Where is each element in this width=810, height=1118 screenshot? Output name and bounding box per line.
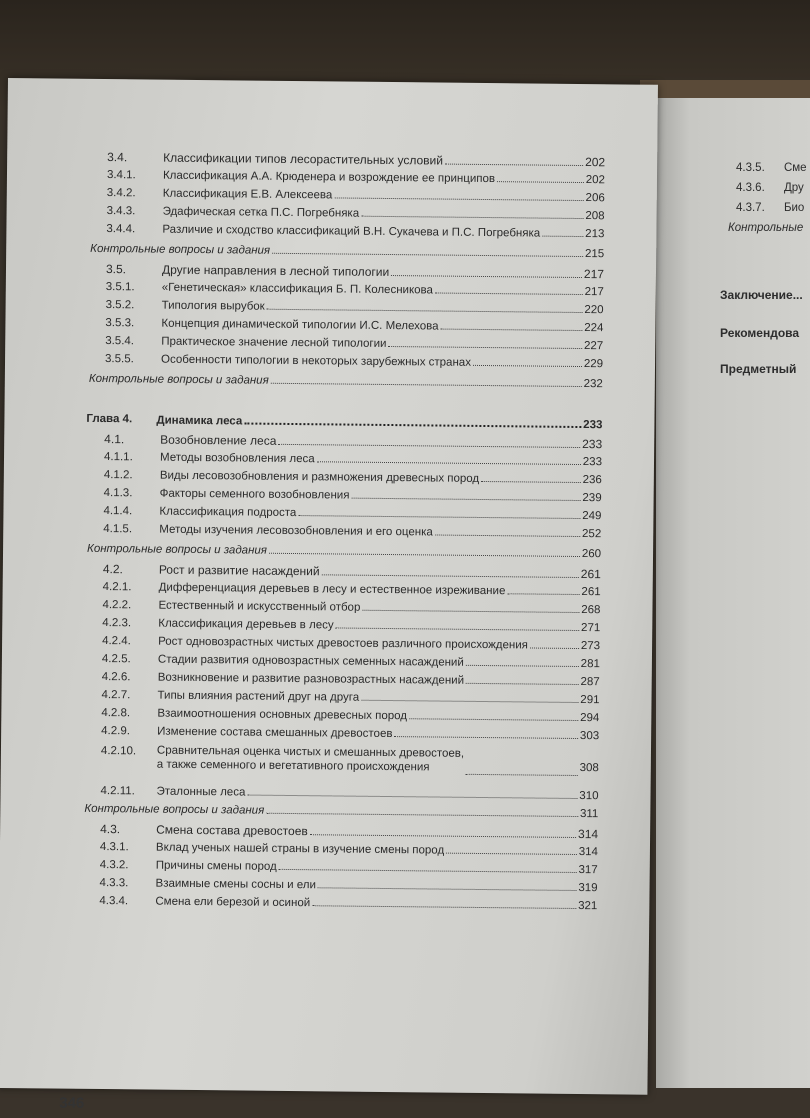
- toc-entry-number: 4.3.1.: [99, 841, 129, 854]
- toc-entry-title: Классификация А.А. Крюденера и возрождение ее принципов: [162, 169, 496, 186]
- toc-page-number: 308: [579, 762, 599, 775]
- toc-entry-title: Классификация Е.В. Алексеева: [162, 187, 333, 202]
- toc-page-number: 208: [585, 210, 605, 223]
- toc-entry-number: 4.2.7.: [101, 689, 131, 702]
- toc-questions-row: [3, 540, 653, 563]
- toc-entry-title: Взаимные смены сосны и ели: [155, 877, 316, 892]
- toc-questions-row: [5, 370, 655, 393]
- right-entry-questions: Контрольные: [728, 222, 804, 234]
- toc-entry-number: 4.3.2.: [99, 859, 129, 872]
- toc-entry-number: 4.2.4.: [102, 635, 131, 648]
- toc-entry-title: Возникновение и развитие разновозрастных насаждений: [157, 671, 465, 687]
- toc-page-number: 249: [582, 510, 602, 523]
- toc-page-number: 261: [581, 586, 601, 599]
- toc-entry-number: 3.5.5.: [104, 353, 134, 366]
- toc-entry-title: [157, 744, 464, 775]
- toc-entry-title: Концепция динамической типологии И.С. Мелехова: [161, 317, 439, 333]
- toc-leader-dots: [507, 583, 579, 595]
- toc-entry-number: 4.3.3.: [99, 877, 129, 890]
- toc-entry-title: Динамика леса: [156, 414, 243, 428]
- toc-entry-title: Различие и сходство классификаций В.Н. Сукачева и П.С. Погребняка: [162, 223, 541, 240]
- toc-entry-number: 3.4.3.: [106, 205, 136, 218]
- toc-leader-dots: [278, 434, 580, 448]
- toc-entry-number: 4.1.: [104, 432, 125, 447]
- right-entry: 4.3.5. Сме: [736, 162, 807, 174]
- toc-entry-title-line2: а также семенного и вегетативного происхождения: [156, 758, 430, 774]
- toc-page-number: 227: [583, 340, 604, 353]
- toc-entry-number: 4.2.8.: [101, 707, 131, 720]
- toc-entry-title: Факторы семенного возобновления: [159, 487, 350, 502]
- toc-page-number: 229: [583, 358, 604, 371]
- toc-entry-title: Типы влияния растений друг на друга: [157, 689, 360, 704]
- toc-entry-title: Рост и развитие насаждений: [158, 562, 320, 579]
- toc-leader-dots: [446, 843, 577, 855]
- toc-entry-title: Типология вырубок: [161, 299, 265, 313]
- toc-page-number: 317: [578, 864, 598, 877]
- toc-page-number: 202: [585, 155, 606, 170]
- toc-chapter-row: [4, 410, 654, 433]
- toc-page-number: 233: [582, 437, 603, 452]
- toc-leader-dots: [247, 785, 577, 799]
- toc-page-number: 273: [580, 640, 601, 653]
- toc-entry-number: 3.5.3.: [105, 317, 135, 330]
- toc-page-number: 281: [580, 658, 600, 671]
- toc-leader-dots: [497, 171, 584, 183]
- toc-leader-dots: [473, 355, 582, 367]
- toc-leader-dots: [310, 824, 576, 838]
- toc-entry-number: 4.2.3.: [102, 617, 132, 630]
- toc-entry-title: Смена ели березой и осиной: [155, 895, 311, 910]
- toc-entry-number: 4.1.3.: [103, 487, 133, 500]
- toc-leader-dots: [244, 412, 581, 428]
- toc-page-number: 321: [578, 900, 598, 913]
- toc-page-number: 314: [578, 827, 599, 842]
- toc-entry-title: Другие направления в лесной типологии: [161, 262, 390, 280]
- toc-page-number: 213: [585, 228, 605, 241]
- toc-entry-title: Методы изучения лесовозобновления и его оценка: [159, 523, 433, 539]
- toc-page-number: 202: [585, 174, 606, 187]
- toc-page-number: 291: [580, 694, 600, 707]
- right-entry: 4.3.6. Дру: [736, 182, 804, 194]
- toc-entry-number: 3.5.2.: [105, 299, 135, 312]
- toc-entry-row: [1, 742, 651, 779]
- toc-page-number: 261: [580, 567, 601, 582]
- toc-page-number: 232: [583, 378, 603, 391]
- toc-leader-dots: [391, 265, 582, 278]
- toc-page-number: 311: [579, 808, 599, 821]
- toc-entry-number: 4.1.5.: [103, 523, 133, 536]
- toc-entry-title: Стадии развития одновозрастных семенных насаждений: [157, 653, 464, 669]
- right-entry: 4.3.7. Био: [736, 202, 805, 214]
- toc-leader-dots: [334, 187, 583, 201]
- toc-leader-dots: [466, 764, 578, 776]
- toc-entry-number: 3.5.4.: [105, 335, 135, 348]
- toc-entry-title: Эдафическая сетка П.С. Погребняка: [162, 205, 360, 220]
- toc-entry-title-line1: Сравнительная оценка чистых и смешанных древостоев,: [156, 744, 465, 760]
- left-page: [0, 78, 658, 1112]
- toc-entry-number: 3.5.1.: [105, 281, 135, 294]
- toc-entry-number: 4.1.2.: [103, 469, 133, 482]
- toc-leader-dots: [409, 708, 578, 721]
- toc-entry-number: 4.1.4.: [103, 505, 133, 518]
- toc-entry-number: 4.2.9.: [101, 725, 131, 738]
- toc-leader-dots: [481, 471, 581, 483]
- toc-page-number: 268: [581, 604, 601, 617]
- toc-page-number: 303: [579, 730, 600, 743]
- toc-entry-title: Практическое значение лесной типологии: [161, 335, 387, 350]
- toc-leader-dots: [271, 373, 582, 387]
- toc-entry-title: «Генетическая» классификация Б. П. Колесникова: [161, 281, 434, 297]
- toc-page-number: 206: [585, 192, 605, 205]
- toc-entry-number: Глава 4.: [86, 412, 133, 426]
- toc-page-number: 294: [580, 712, 600, 725]
- toc-page-number: 217: [584, 286, 604, 299]
- toc-entry-title: Дифференциация деревьев в лесу и естественное изреживание: [158, 581, 506, 598]
- toc-leader-dots: [542, 226, 583, 237]
- toc-questions-row: [6, 240, 656, 263]
- toc-list: [0, 78, 658, 1095]
- toc-entry-title: Виды лесовозобновления и размножения древесных пород: [159, 469, 480, 485]
- toc-entry-title: Особенности типологии в некоторых зарубежных странах: [160, 353, 472, 369]
- toc-leader-dots: [445, 154, 583, 166]
- toc-entry-title: Контрольные вопросы и задания: [84, 802, 265, 817]
- right-entry-index: Предметный: [720, 362, 797, 376]
- toc-entry-number: 4.2.: [102, 562, 123, 577]
- toc-leader-dots: [267, 299, 583, 313]
- toc-leader-dots: [530, 637, 579, 649]
- toc-entry-number: 4.1.1.: [103, 451, 133, 464]
- toc-entry-title: Взаимоотношения основных древесных пород: [157, 707, 408, 723]
- toc-leader-dots: [272, 243, 583, 257]
- toc-entry-number: 3.4.4.: [106, 223, 136, 236]
- toc-entry-number: 3.5.: [105, 262, 127, 277]
- toc-leader-dots: [279, 859, 577, 873]
- toc-leader-dots: [466, 673, 579, 685]
- toc-entry-title: Методы возобновления леса: [159, 451, 315, 466]
- toc-entry-number: 4.2.2.: [102, 599, 132, 612]
- toc-page-number: 224: [584, 322, 604, 335]
- toc-leader-dots: [362, 600, 579, 613]
- toc-entry-title: Причины смены пород: [155, 859, 277, 873]
- right-entry-conclusion: Заключение...: [720, 288, 803, 302]
- toc-page-number: 215: [584, 248, 605, 261]
- right-page: [656, 98, 810, 1088]
- toc-entry-title: Изменение состава смешанных древостоев: [157, 725, 393, 741]
- toc-entry-title: Классификация деревьев в лесу: [158, 617, 334, 632]
- toc-leader-dots: [318, 877, 577, 891]
- toc-entry-title: Контрольные вопросы и задания: [88, 372, 269, 387]
- toc-leader-dots: [266, 803, 578, 817]
- toc-entry-number: 4.3.4.: [99, 895, 129, 908]
- toc-entry-title: Вклад ученых нашей страны в изучение смены пород: [155, 841, 445, 857]
- toc-leader-dots: [466, 655, 579, 667]
- toc-page-number: 271: [581, 622, 601, 635]
- toc-leader-dots: [394, 726, 578, 739]
- toc-entry-title: Естественный и искусственный отбор: [158, 599, 361, 614]
- page-number: 346: [59, 1094, 85, 1112]
- toc-entry-number: 3.4.2.: [106, 187, 136, 200]
- toc-page-number: 239: [582, 492, 602, 505]
- toc-leader-dots: [317, 451, 581, 465]
- toc-entry-title: Классификации типов лесорастительных условий: [163, 150, 444, 168]
- toc-leader-dots: [388, 336, 582, 349]
- toc-leader-dots: [269, 543, 580, 557]
- toc-entry-title: Рост одновозрастных чистых древостоев различного происхождения: [158, 635, 529, 652]
- right-entry-recommended: Рекомендова: [720, 326, 800, 340]
- toc-entry-number: 4.2.5.: [101, 653, 131, 666]
- toc-leader-dots: [361, 690, 578, 703]
- toc-leader-dots: [351, 488, 580, 501]
- toc-entry-title: Классификация подроста: [159, 505, 297, 520]
- toc-entry-title: Контрольные вопросы и задания: [87, 542, 268, 557]
- toc-page-number: 220: [584, 304, 604, 317]
- toc-entry-title: Контрольные вопросы и задания: [90, 242, 271, 257]
- toc-entry-number: 4.2.6.: [101, 671, 131, 684]
- toc-leader-dots: [322, 564, 579, 578]
- toc-entry-number: 4.2.10.: [100, 745, 137, 758]
- toc-page-number: 233: [582, 456, 603, 469]
- toc-leader-dots: [441, 319, 583, 331]
- toc-leader-dots: [361, 206, 583, 219]
- toc-entry-number: 4.2.1.: [102, 581, 132, 594]
- toc-entry-title: Смена состава древостоев: [156, 822, 308, 839]
- toc-page-number: 314: [578, 846, 598, 859]
- toc-leader-dots: [336, 617, 580, 631]
- toc-entry-number: 3.4.1.: [106, 169, 136, 182]
- toc-page-number: 319: [578, 882, 598, 895]
- toc-entry-title: Возобновление леса: [160, 432, 277, 448]
- toc-entry-number: 4.2.11.: [100, 785, 135, 798]
- toc-page-number: 233: [583, 419, 603, 432]
- toc-entry-number: 4.3.: [100, 822, 121, 837]
- toc-entry-title: Эталонные леса: [156, 785, 246, 799]
- toc-entry-number: 3.4.: [107, 150, 128, 165]
- toc-page-number: 287: [580, 676, 600, 689]
- toc-page-number: 252: [582, 528, 602, 541]
- toc-leader-dots: [312, 895, 576, 909]
- toc-page-number: 217: [583, 267, 605, 282]
- toc-leader-dots: [435, 282, 583, 295]
- toc-page-number: 310: [579, 790, 599, 803]
- toc-page-number: 260: [581, 548, 602, 561]
- toc-leader-dots: [435, 524, 580, 537]
- toc-leader-dots: [298, 505, 580, 519]
- toc-page-number: 236: [582, 474, 602, 487]
